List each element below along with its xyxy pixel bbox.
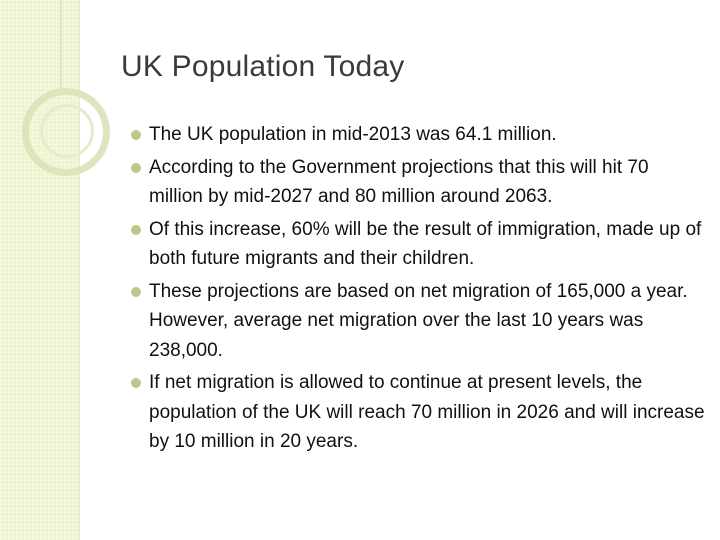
bullet-dot-icon <box>131 287 141 297</box>
title-divider <box>121 103 681 104</box>
bullet-item-2 <box>131 153 706 212</box>
bullet-item-5 <box>131 368 706 457</box>
bullet-dot-icon <box>131 163 141 173</box>
bullet-list <box>131 120 706 460</box>
slide-title: UK Population Today <box>121 50 405 83</box>
bullet-text-1: The UK population in mid-2013 was 64.1 million. <box>149 124 557 145</box>
bullet-text-2: According to the Government projections that this will hit 70 million by mid-2027 and 80 million around 2063. <box>149 156 649 207</box>
decorative-left-band <box>0 0 79 540</box>
bullet-text-3: Of this increase, 60% will be the result of immigration, made up of both future migrants and their children. <box>149 218 702 269</box>
bullet-dot-icon <box>131 225 141 235</box>
decorative-ring-small <box>40 104 94 158</box>
bullet-dot-icon <box>131 378 141 388</box>
bullet-text-4: These projections are based on net migration of 165,000 a year. However, average net migration over the last 10 years was 238,000. <box>149 280 688 361</box>
decorative-line <box>60 0 62 90</box>
bullet-item-1 <box>131 120 706 150</box>
bullet-item-3 <box>131 215 706 274</box>
bullet-dot-icon <box>131 130 141 140</box>
bullet-text-5: If net migration is allowed to continue at present levels, the population of the UK will reach 70 million in 2026 and will increase by 10 million in 20 years. <box>149 372 705 452</box>
bullet-item-4 <box>131 277 706 366</box>
band-edge-divider <box>79 0 80 540</box>
